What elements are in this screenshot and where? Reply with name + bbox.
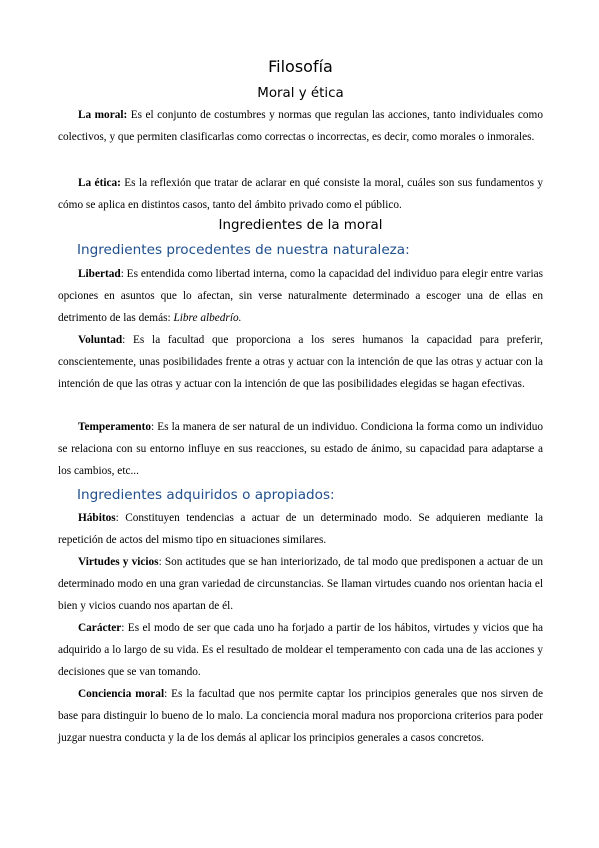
definition-separator: : <box>117 177 121 189</box>
definition-text: Es el conjunto de costumbres y normas que regulan las acciones, tanto individuales como colectivos, y que permiten clasificarlas como correctas o incorrectas, es decir, como morales o inmorales. <box>58 109 543 143</box>
item-libertad <box>58 263 543 329</box>
definition-etica <box>58 172 543 216</box>
item-term: Hábitos <box>78 512 116 524</box>
item-text: Es entendida como libertad interna, como la capacidad del individuo para elegir entre varias opciones en asuntos que lo afectan, sin verse naturalmente determinado a escoger una de ellas en detrimento de las demás: <box>58 268 543 324</box>
definition-text: Es la reflexión que tratar de aclarar en qué consiste la moral, cuáles son sus fundamentos y cómo se aplica en distintos casos, tanto del ámbito privado como el público. <box>58 177 543 211</box>
item-text: Es el modo de ser que cada uno ha forjado a partir de los hábitos, virtudes y vicios que ha adquirido a lo largo de su vida. Es el resultado de moldear el temperamento con cada una de las acciones y decisiones que se van tomando. <box>58 622 543 678</box>
item-separator: : <box>151 421 155 433</box>
item-separator: : <box>158 556 162 568</box>
item-text: Es la facultad que nos permite captar los principios generales que nos sirven de base para distinguir lo bueno de lo malo. La conciencia moral madura nos proporciona criterios para poder juzgar nuestra conducta y la de los demás al aplicar los principios generales a casos concretos. <box>58 688 543 744</box>
item-virtudes-vicios <box>58 551 543 617</box>
item-term: Libertad <box>78 268 121 280</box>
item-caracter <box>58 617 543 683</box>
definition-separator: : <box>123 109 128 121</box>
definition-term: La ética <box>78 177 118 189</box>
item-separator: : <box>120 268 124 280</box>
definition-term: La moral <box>78 109 124 121</box>
document-subtitle: Moral y ética <box>257 86 344 101</box>
definition-moral <box>58 104 543 148</box>
item-separator: : <box>122 334 126 346</box>
item-voluntad <box>58 329 543 395</box>
item-conciencia-moral <box>58 683 543 749</box>
item-italic-text: Libre albedrío. <box>173 312 242 324</box>
item-temperamento <box>58 416 543 482</box>
item-text: Es la manera de ser natural de un individuo. Condiciona la forma como un individuo se relaciona con su entorno influye en sus reacciones, su estado de ánimo, su capacidad para adaptarse a los cambios, etc... <box>58 421 543 477</box>
document-title: Filosofía <box>268 57 333 76</box>
item-text: Constituyen tendencias a actuar de un determinado modo. Se adquieren mediante la repetición de actos del mismo tipo en situaciones similares. <box>58 512 543 546</box>
item-separator: : <box>121 622 125 634</box>
document-page <box>58 0 543 848</box>
item-text: Es la facultad que proporciona a los seres humanos la capacidad para preferir, conscientemente, unas posibilidades frente a otras y actuar con la intención de que las otras y actuar con la intención de que las otras y actuar con la intención de que las posibilidades elegidas se hagan efectivas. <box>58 334 543 390</box>
acquired-heading: Ingredientes adquiridos o apropiados: <box>77 487 335 503</box>
item-term: Voluntad <box>78 334 123 346</box>
item-term: Conciencia moral <box>78 688 165 700</box>
section-heading: Ingredientes de la moral <box>218 218 383 233</box>
item-term: Virtudes y vicios <box>78 556 159 568</box>
item-text: Son actitudes que se han interiorizado, de tal modo que predisponen a actuar de un determinado modo en una gran variedad de circunstancias. Se llaman virtudes cuando nos orientan hacia el bien y vicios cuando nos apartan de él. <box>58 556 543 612</box>
item-term: Carácter <box>78 622 122 634</box>
item-separator: : <box>164 688 168 700</box>
natural-heading: Ingredientes procedentes de nuestra naturaleza: <box>77 242 410 258</box>
item-separator: : <box>115 512 119 524</box>
item-term: Temperamento <box>78 421 151 433</box>
item-habitos <box>58 507 543 551</box>
